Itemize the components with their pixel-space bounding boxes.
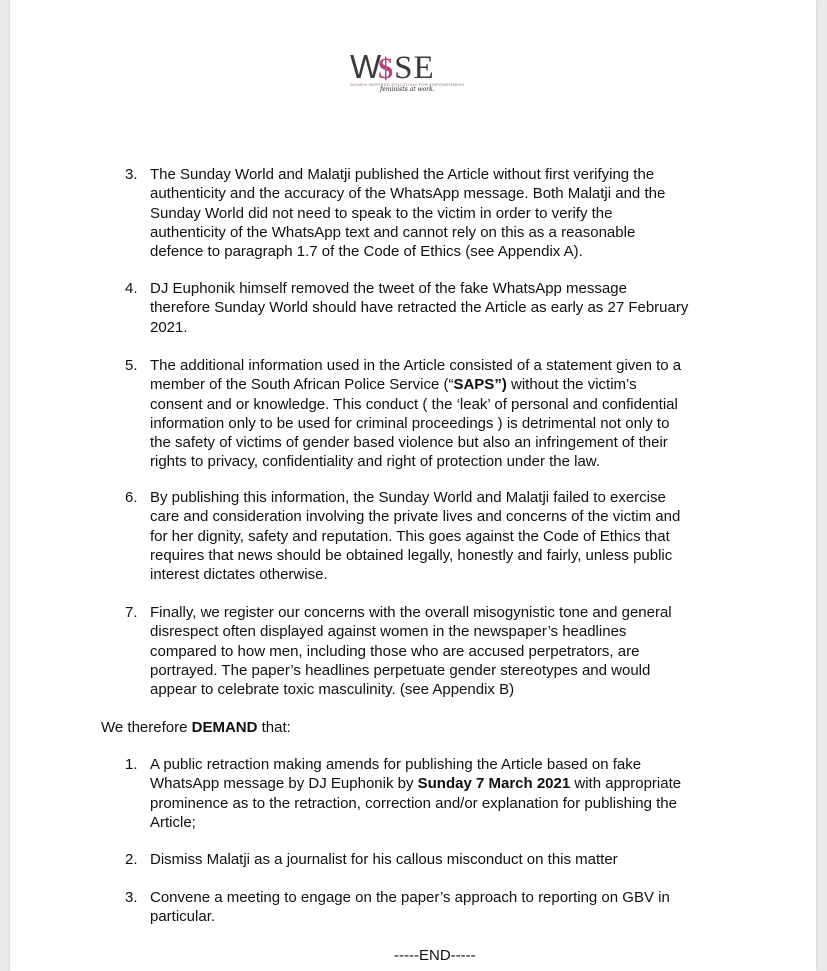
text-line: Article; bbox=[150, 813, 196, 831]
list-text bbox=[150, 755, 750, 832]
text-line: requires that news should be obtained legally, honestly and fairly, unless public bbox=[150, 546, 673, 564]
text-line bbox=[150, 375, 750, 394]
list-number: 4. bbox=[125, 280, 138, 297]
list-text bbox=[150, 603, 750, 699]
text-fragment: that: bbox=[257, 719, 291, 736]
logo-letters-se: SE bbox=[394, 50, 435, 86]
text-line: for her dignity, safety and reputation. This goes against the Code of Ethics that bbox=[150, 527, 670, 545]
list-number: 3. bbox=[125, 889, 138, 906]
list-text bbox=[150, 165, 750, 261]
text-fragment: with appropriate bbox=[570, 775, 682, 793]
text-line: care and consideration involving the private lives and concerns of the victim and bbox=[150, 508, 681, 526]
text-fragment: We therefore bbox=[101, 719, 192, 736]
text-line bbox=[150, 774, 750, 793]
wise-logo bbox=[350, 50, 510, 98]
text-line: Sunday World did not need to speak to the victim in order to verify the bbox=[150, 204, 613, 222]
text-fragment: WhatsApp message by DJ Euphonik by bbox=[150, 775, 418, 793]
text-line: information only to be used for criminal proceedings ) is detrimental not only to bbox=[150, 414, 670, 432]
list-text bbox=[150, 279, 750, 337]
text-line: The additional information used in the Article consisted of a statement given to a bbox=[150, 357, 682, 374]
text-fragment: member of the South African Police Service (“ bbox=[150, 376, 454, 394]
text-line: disrespect often displayed against women in the newspaper’s headlines bbox=[150, 623, 627, 641]
logo-signature: feminists at work. bbox=[380, 86, 435, 93]
text-line: therefore Sunday World should have retracted the Article as early as 27 February bbox=[150, 299, 689, 317]
saps-abbreviation: SAPS”) bbox=[453, 376, 507, 394]
text-line: DJ Euphonik himself removed the tweet of the fake WhatsApp message bbox=[150, 280, 627, 297]
list-text bbox=[150, 356, 750, 472]
list-number: 5. bbox=[125, 357, 138, 374]
list-text bbox=[150, 850, 750, 869]
list-number: 3. bbox=[125, 166, 138, 183]
text-line: authenticity and the accuracy of the WhatsApp message. Both Malatji and the bbox=[150, 185, 666, 203]
logo-tagline: WOMEN INSPIRED SOLUTIONS FOR EMPOWERMENT bbox=[350, 82, 466, 87]
logo-wordmark bbox=[350, 50, 435, 86]
deadline-date: Sunday 7 March 2021 bbox=[417, 775, 571, 793]
text-line: The Sunday World and Malatji published the Article without first verifying the bbox=[150, 166, 655, 183]
text-line: Finally, we register our concerns with the overall misogynistic tone and general bbox=[150, 604, 672, 621]
text-line: the safety of victims of gender based violence but also an infringement of their bbox=[150, 434, 668, 452]
text-line: Convene a meeting to engage on the paper’s approach to reporting on GBV in bbox=[150, 889, 670, 906]
text-line: By publishing this information, the Sunday World and Malatji failed to exercise bbox=[150, 489, 666, 506]
list-number: 2. bbox=[125, 851, 138, 868]
text-line: compared to how men, including those who are accused perpetrators, are bbox=[150, 642, 640, 660]
list-text bbox=[150, 888, 750, 927]
text-line: particular. bbox=[150, 908, 216, 926]
end-marker: -----END----- bbox=[394, 947, 476, 964]
list-text bbox=[150, 488, 750, 584]
text-line: portrayed. The paper’s headlines perpetuate gender stereotypes and would bbox=[150, 661, 651, 679]
logo-letter-w: W bbox=[350, 48, 379, 85]
text-line: prominence as to the retraction, correction and/or explanation for publishing the bbox=[150, 794, 677, 812]
list-number: 6. bbox=[125, 489, 138, 506]
text-line: 2021. bbox=[150, 318, 188, 336]
text-line: interest dictates otherwise. bbox=[150, 566, 328, 584]
demand-intro bbox=[101, 718, 291, 737]
text-line: Dismiss Malatji as a journalist for his callous misconduct on this matter bbox=[150, 851, 618, 868]
text-line: rights to privacy, confidentiality and right of protection under the law. bbox=[150, 453, 600, 471]
text-line: consent and or knowledge. This conduct ( the ‘leak’ of personal and confidential bbox=[150, 395, 678, 413]
text-line: authenticity of the WhatsApp text and cannot rely on this as a reasonable bbox=[150, 223, 636, 241]
list-number: 7. bbox=[125, 604, 138, 621]
list-number: 1. bbox=[125, 756, 138, 773]
text-line: A public retraction making amends for publishing the Article based on fake bbox=[150, 756, 642, 773]
text-fragment: without the victim’s bbox=[506, 376, 637, 394]
text-line: defence to paragraph 1.7 of the Code of Ethics (see Appendix A). bbox=[150, 243, 583, 261]
document-page bbox=[10, 0, 816, 971]
text-line: appear to celebrate toxic masculinity. (see Appendix B) bbox=[150, 681, 515, 699]
logo-dollar-sign: $ bbox=[378, 52, 395, 85]
demand-keyword: DEMAND bbox=[191, 719, 258, 736]
